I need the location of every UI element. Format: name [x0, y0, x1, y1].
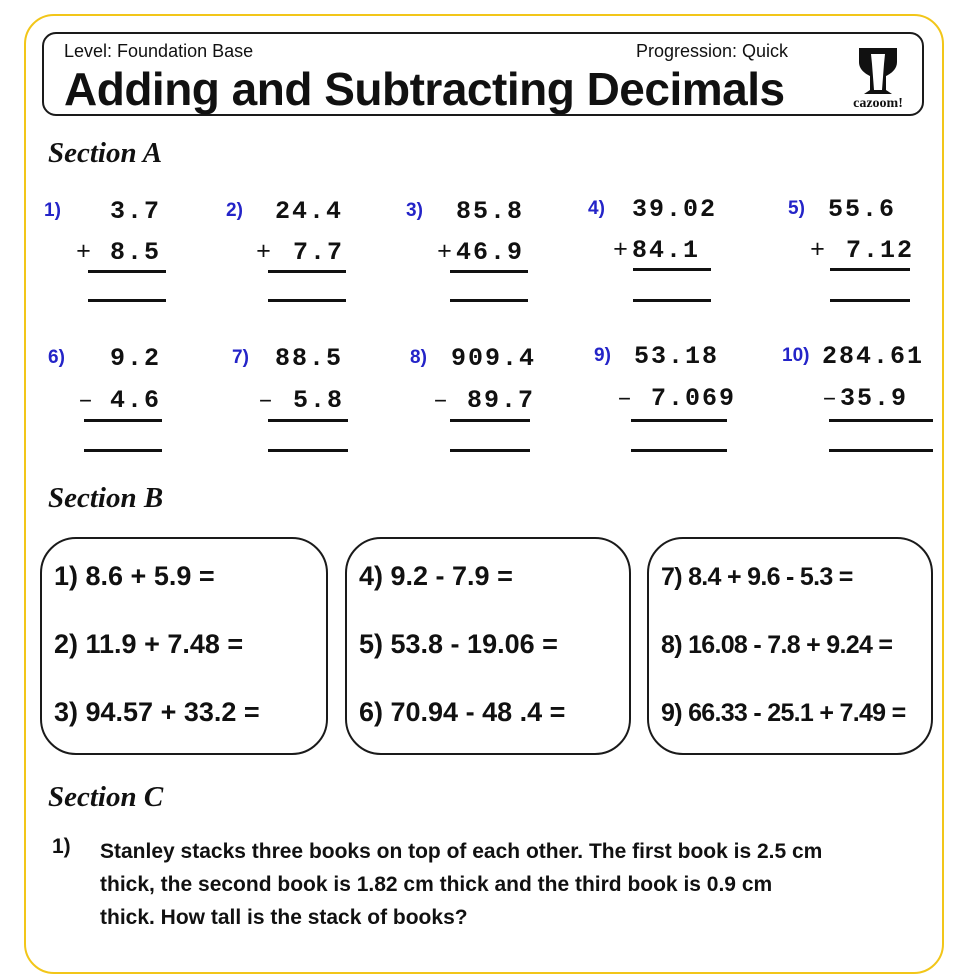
answer-line[interactable]: [631, 449, 727, 452]
operator: –: [822, 384, 838, 413]
answer-line[interactable]: [88, 299, 166, 302]
answer-line[interactable]: [829, 449, 933, 452]
bottom-operand: 4.6: [110, 386, 162, 415]
sum-line: [829, 419, 933, 422]
answer-line[interactable]: [268, 449, 348, 452]
section-a-heading: Section A: [48, 137, 163, 169]
word-problem-line: thick. How tall is the stack of books?: [100, 906, 468, 929]
question-item: 5) 53.8 - 19.06 =: [359, 629, 558, 659]
bottom-operand: 84.1: [632, 236, 701, 265]
answer-line[interactable]: [450, 299, 528, 302]
section-b-heading: Section B: [48, 482, 164, 514]
top-operand: 88.5: [275, 344, 344, 373]
question-number: 10): [782, 345, 810, 366]
section-c-heading: Section C: [48, 781, 164, 813]
question-item: 1) 8.6 + 5.9 =: [54, 561, 215, 591]
operator: +: [256, 238, 272, 267]
answer-line[interactable]: [450, 449, 530, 452]
operator: –: [258, 386, 274, 415]
operator: +: [613, 236, 629, 265]
question-number: 4): [588, 198, 605, 219]
header-box: [42, 32, 924, 116]
word-problem-line: thick, the second book is 1.82 cm thick and the third book is 0.9 cm: [100, 873, 773, 896]
question-number: 6): [48, 347, 65, 368]
question-number: 1): [44, 200, 61, 221]
answer-line[interactable]: [830, 299, 910, 302]
operator: +: [76, 238, 92, 267]
question-item: 3) 94.57 + 33.2 =: [54, 697, 260, 727]
page-title: Adding and Subtracting Decimals: [64, 63, 785, 115]
level-label: Level: Foundation Base: [64, 41, 254, 61]
bottom-operand: 5.8: [293, 386, 345, 415]
sum-line: [268, 270, 346, 273]
top-operand: 9.2: [110, 344, 162, 373]
answer-line[interactable]: [633, 299, 711, 302]
question-item: 8) 16.08 - 7.8 + 9.24 =: [661, 631, 893, 659]
operator: –: [617, 384, 633, 413]
question-number: 5): [788, 198, 805, 219]
progression-label: Progression: Quick: [636, 41, 789, 61]
bottom-operand: 7.12: [846, 236, 915, 265]
top-operand: 53.18: [634, 342, 720, 371]
top-operand: 39.02: [632, 195, 718, 224]
question-number: 7): [232, 347, 249, 368]
bottom-operand: 8.5: [110, 238, 162, 267]
sum-line: [268, 419, 348, 422]
bottom-operand: 7.7: [293, 238, 345, 267]
top-operand: 909.4: [451, 344, 537, 373]
sum-line: [631, 419, 727, 422]
top-operand: 24.4: [275, 197, 344, 226]
cazoom-logo: [836, 46, 920, 114]
logo-text: cazoom!: [853, 96, 903, 111]
bottom-operand: 89.7: [467, 386, 536, 415]
operator: –: [78, 386, 94, 415]
operator: +: [810, 236, 826, 265]
top-operand: 3.7: [110, 197, 162, 226]
operator: +: [437, 238, 453, 267]
word-problem-number: 1): [52, 835, 71, 858]
sum-line: [450, 419, 530, 422]
bottom-operand: 46.9: [456, 238, 525, 267]
top-operand: 284.61: [822, 342, 925, 371]
bottom-operand: 7.069: [651, 384, 737, 413]
question-box-3: [647, 537, 933, 755]
answer-line[interactable]: [268, 299, 346, 302]
operator: –: [433, 386, 449, 415]
sum-line: [84, 419, 162, 422]
cazoom-logo-icon: [856, 46, 900, 96]
word-problem-text: [100, 835, 940, 934]
question-item: 7) 8.4 + 9.6 - 5.3 =: [661, 563, 853, 591]
sum-line: [830, 268, 910, 271]
top-operand: 85.8: [456, 197, 525, 226]
question-number: 2): [226, 200, 243, 221]
question-item: 9) 66.33 - 25.1 + 7.49 =: [661, 699, 906, 727]
sum-line: [88, 270, 166, 273]
question-item: 4) 9.2 - 7.9 =: [359, 561, 513, 591]
bottom-operand: 35.9: [840, 384, 909, 413]
top-operand: 55.6: [828, 195, 897, 224]
question-number: 3): [406, 200, 423, 221]
question-item: 6) 70.94 - 48 .4 =: [359, 697, 566, 727]
sum-line: [450, 270, 528, 273]
question-box-2: [345, 537, 631, 755]
question-item: 2) 11.9 + 7.48 =: [54, 629, 244, 659]
question-box-1: [40, 537, 328, 755]
answer-line[interactable]: [84, 449, 162, 452]
question-number: 8): [410, 347, 427, 368]
word-problem-line: Stanley stacks three books on top of each other. The first book is 2.5 cm: [100, 840, 823, 863]
sum-line: [633, 268, 711, 271]
question-number: 9): [594, 345, 611, 366]
